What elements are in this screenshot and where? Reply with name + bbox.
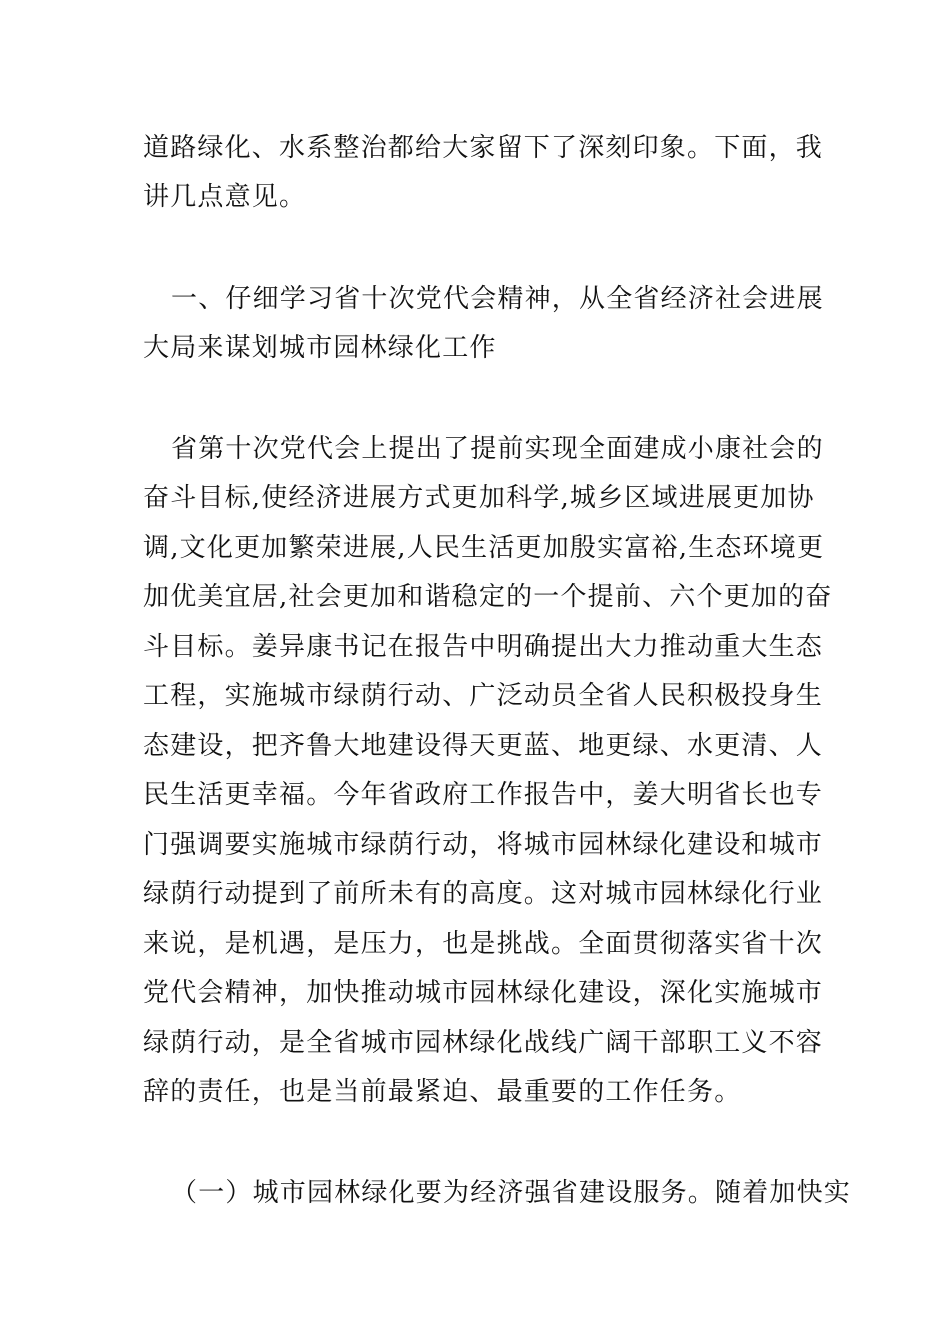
text-line: 工程，实施城市绿荫行动、广泛动员全省人民积极投身生 xyxy=(143,681,824,711)
text-line: 绿荫行动，是全省城市园林绿化战线广阔干部职工义不容 xyxy=(143,1028,824,1058)
text-line: 门强调要实施城市绿荫行动，将城市园林绿化建设和城市 xyxy=(143,830,824,860)
text-line: 斗目标。姜异康书记在报告中明确提出大力推动重大生态 xyxy=(143,632,824,662)
text-line: 奋斗目标,使经济进展方式更加科学,城乡区域进展更加协 xyxy=(143,483,815,513)
text-line: 绿荫行动提到了前所未有的高度。这对城市园林绿化行业 xyxy=(143,879,824,909)
text-line: 民生活更幸福。今年省政府工作报告中，姜大明省长也专 xyxy=(143,780,824,810)
section-heading-line: 一、仔细学习省十次党代会精神，从全省经济社会进展 xyxy=(171,284,824,314)
text-line: 省第十次党代会上提出了提前实现全面建成小康社会的 xyxy=(171,434,824,464)
text-line: 态建设，把齐鲁大地建设得天更蓝、地更绿、水更清、人 xyxy=(143,731,824,761)
text-line: 辞的责任，也是当前最紧迫、最重要的工作任务。 xyxy=(143,1077,742,1107)
text-line: 来说，是机遇，是压力，也是挑战。全面贯彻落实省十次 xyxy=(143,929,824,959)
text-line: 道路绿化、水系整治都给大家留下了深刻印象。下面，我 xyxy=(143,133,824,163)
section-heading-line: 大局来谋划城市园林绿化工作 xyxy=(143,333,497,363)
text-line: 党代会精神，加快推动城市园林绿化建设，深化实施城市 xyxy=(143,978,824,1008)
text-line: （一）城市园林绿化要为经济强省建设服务。随着加快实 xyxy=(171,1178,852,1208)
text-line: 加优美宜居,社会更加和谐稳定的一个提前、六个更加的奋 xyxy=(143,582,833,612)
text-line: 讲几点意见。 xyxy=(143,182,307,212)
text-line: 调,文化更加繁荣进展,人民生活更加殷实富裕,生态环境更 xyxy=(143,533,825,563)
